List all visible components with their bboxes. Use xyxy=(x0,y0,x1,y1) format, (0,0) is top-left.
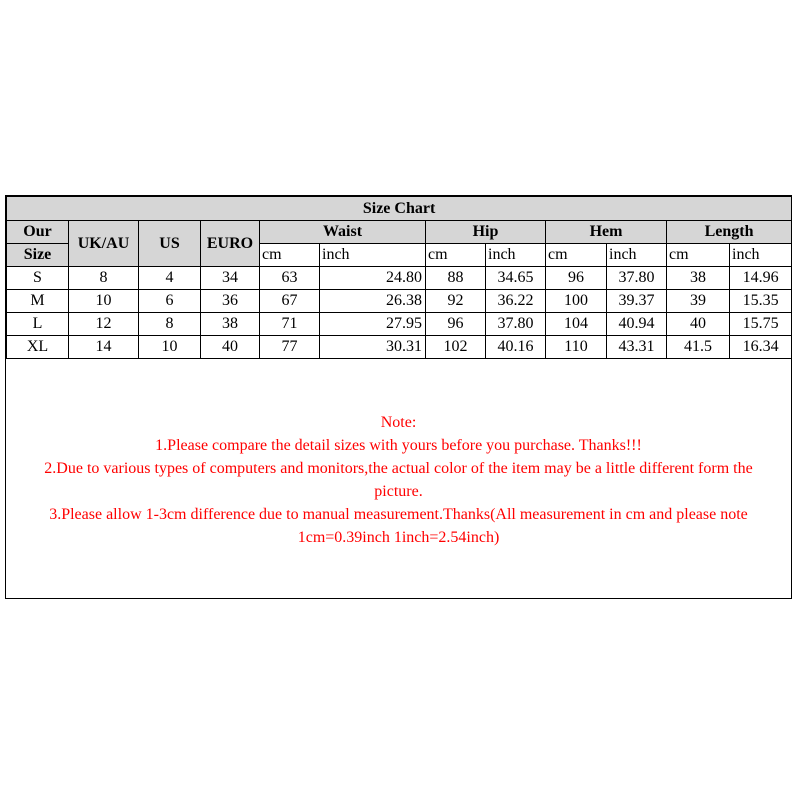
hem-cm-cell: 110 xyxy=(546,336,607,359)
hip-cm-unit: cm xyxy=(426,244,486,267)
hip-inch-cell: 34.65 xyxy=(486,267,546,290)
hem-cm-unit: cm xyxy=(546,244,607,267)
header-size: Size xyxy=(7,244,69,267)
table-row xyxy=(7,290,792,313)
euro-cell: 36 xyxy=(201,290,260,313)
euro-cell: 40 xyxy=(201,336,260,359)
note-heading: Note: xyxy=(380,414,417,431)
header-hem: Hem xyxy=(546,221,667,244)
waist-inch-unit: inch xyxy=(320,244,426,267)
hem-inch-cell: 43.31 xyxy=(607,336,667,359)
waist-inch-cell: 24.80 xyxy=(320,267,426,290)
note-line: 3.Please allow 1-3cm difference due to manual measurement.Thanks(All measurement in cm and please note xyxy=(49,506,748,523)
hem-cm-cell: 104 xyxy=(546,313,607,336)
length-cm-cell: 41.5 xyxy=(667,336,730,359)
length-cm-cell: 40 xyxy=(667,313,730,336)
note-line: 1cm=0.39inch 1inch=2.54inch) xyxy=(297,529,500,546)
hem-inch-cell: 39.37 xyxy=(607,290,667,313)
hip-inch-cell: 37.80 xyxy=(486,313,546,336)
waist-cm-cell: 77 xyxy=(260,336,320,359)
header-us: US xyxy=(139,221,201,267)
size-cell: M xyxy=(7,290,69,313)
length-inch-cell: 14.96 xyxy=(730,267,792,290)
hip-cm-cell: 96 xyxy=(426,313,486,336)
waist-cm-cell: 71 xyxy=(260,313,320,336)
uk-au-cell: 12 xyxy=(69,313,139,336)
uk-au-cell: 10 xyxy=(69,290,139,313)
header-waist: Waist xyxy=(260,221,426,244)
uk-au-cell: 8 xyxy=(69,267,139,290)
title-row xyxy=(7,197,792,221)
hem-cm-cell: 96 xyxy=(546,267,607,290)
hip-inch-cell: 36.22 xyxy=(486,290,546,313)
length-inch-cell: 16.34 xyxy=(730,336,792,359)
us-cell: 10 xyxy=(139,336,201,359)
uk-au-cell: 14 xyxy=(69,336,139,359)
note-line: 1.Please compare the detail sizes with yours before you purchase. Thanks!!! xyxy=(155,437,642,454)
length-cm-unit: cm xyxy=(667,244,730,267)
size-cell: S xyxy=(7,267,69,290)
waist-cm-cell: 63 xyxy=(260,267,320,290)
hip-cm-cell: 92 xyxy=(426,290,486,313)
header-row-1 xyxy=(7,221,792,244)
waist-inch-cell: 30.31 xyxy=(320,336,426,359)
us-cell: 6 xyxy=(139,290,201,313)
waist-cm-cell: 67 xyxy=(260,290,320,313)
us-cell: 8 xyxy=(139,313,201,336)
length-cm-cell: 38 xyxy=(667,267,730,290)
hem-inch-cell: 37.80 xyxy=(607,267,667,290)
header-length: Length xyxy=(667,221,792,244)
table-row xyxy=(7,313,792,336)
header-uk-au: UK/AU xyxy=(69,221,139,267)
table-row xyxy=(7,267,792,290)
size-cell: XL xyxy=(7,336,69,359)
us-cell: 4 xyxy=(139,267,201,290)
hip-inch-cell: 40.16 xyxy=(486,336,546,359)
waist-cm-unit: cm xyxy=(260,244,320,267)
waist-inch-cell: 26.38 xyxy=(320,290,426,313)
hip-cm-cell: 88 xyxy=(426,267,486,290)
notes-section xyxy=(6,411,791,549)
header-euro: EURO xyxy=(201,221,260,267)
size-chart-table xyxy=(6,196,792,359)
length-inch-cell: 15.75 xyxy=(730,313,792,336)
length-inch-unit: inch xyxy=(730,244,792,267)
hip-inch-unit: inch xyxy=(486,244,546,267)
euro-cell: 34 xyxy=(201,267,260,290)
size-chart-panel xyxy=(5,195,792,599)
hip-cm-cell: 102 xyxy=(426,336,486,359)
length-cm-cell: 39 xyxy=(667,290,730,313)
size-cell: L xyxy=(7,313,69,336)
waist-inch-cell: 27.95 xyxy=(320,313,426,336)
euro-cell: 38 xyxy=(201,313,260,336)
note-line: 2.Due to various types of computers and monitors,the actual color of the item may be a little different form the xyxy=(44,460,753,477)
hem-inch-unit: inch xyxy=(607,244,667,267)
length-inch-cell: 15.35 xyxy=(730,290,792,313)
hem-cm-cell: 100 xyxy=(546,290,607,313)
table-row xyxy=(7,336,792,359)
note-line: picture. xyxy=(374,483,423,500)
header-hip: Hip xyxy=(426,221,546,244)
table-title: Size Chart xyxy=(7,197,792,221)
hem-inch-cell: 40.94 xyxy=(607,313,667,336)
header-our: Our xyxy=(7,221,69,244)
